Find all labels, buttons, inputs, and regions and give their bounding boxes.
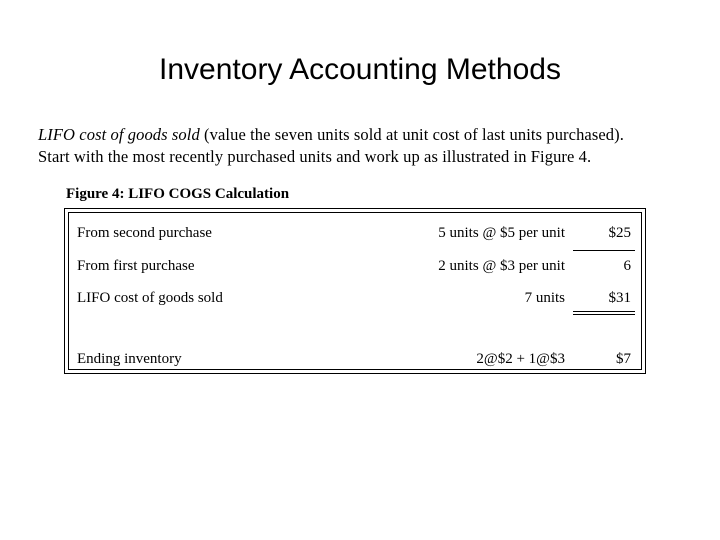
row-amount: $31: [608, 290, 631, 306]
row-label: From second purchase: [77, 225, 212, 241]
figure-table: [64, 208, 646, 374]
row-amount: $25: [608, 225, 631, 241]
subtotal-rule: [573, 250, 635, 251]
slide-title: Inventory Accounting Methods: [159, 53, 561, 86]
row-detail: 5 units @ $5 per unit: [438, 225, 565, 241]
total-double-rule-bottom: [573, 314, 635, 315]
figure-table-inner: [68, 212, 642, 370]
intro-paragraph: [38, 124, 688, 168]
table-row: [69, 222, 641, 244]
table-row: [69, 255, 641, 277]
lifo-term: LIFO cost of goods sold: [38, 125, 200, 144]
row-detail: 7 units: [524, 290, 565, 306]
intro-line-2: Start with the most recently purchased units and work up as illustrated in Figure 4.: [38, 147, 592, 166]
figure-caption: Figure 4: LIFO COGS Calculation: [66, 186, 290, 202]
intro-line-1-rest: (value the seven units sold at unit cost of last units purchased).: [199, 125, 624, 144]
row-label: Ending inventory: [77, 351, 182, 367]
row-amount: 6: [623, 258, 631, 274]
table-row: [69, 287, 641, 309]
row-amount: $7: [616, 351, 631, 367]
row-detail: 2 units @ $3 per unit: [438, 258, 565, 274]
table-row: [69, 348, 641, 370]
row-label: From first purchase: [77, 258, 195, 274]
row-label: LIFO cost of goods sold: [77, 290, 223, 306]
row-detail: 2@$2 + 1@$3: [476, 351, 565, 367]
total-double-rule-top: [573, 311, 635, 312]
